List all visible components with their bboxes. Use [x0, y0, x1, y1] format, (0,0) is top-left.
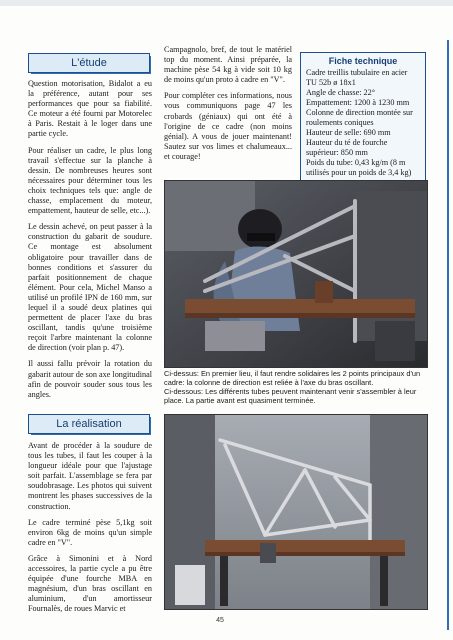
photo-assembled-frame	[164, 414, 428, 610]
fiche-line: Hauteur de selle: 690 mm	[306, 128, 391, 137]
paragraph: Avant de procéder à la soudure de tous les tubes, il faut les couper à la longueur idéale pour que l'ajustage soit parfait. L'assemblage se fera par soudobrasage. Les photos qui suivent montrent les phases successives de la construction.	[28, 441, 152, 511]
paragraph: Question motorisation, Bidalot a eu la préférence, autant pour ses performances que pour sa fiabilité. Ce moteur a été fourni par Motorelec à Paris. Restait à le loger dans une partie cycle.	[28, 79, 152, 139]
paragraph: Le dessin achevé, on peut passer à la construction du gabarit de soudure. Ce montage est absolument obligatoire pour travailler dans de bonnes conditions et s'assurer du parfait positionnement de chaque élément. Pour cela, Michel Manso a utilisé un profilé IPN de 160 mm, sur lequel il a soudé deux platines qui permettent de placer l'axe du bras oscillant, tandis qu'une troisième reçoit l'arbre maintenant la colonne de direction (voir plan p. 47).	[28, 222, 152, 353]
fiche-line: Hauteur du té de fourche supérieur: 850 mm	[306, 138, 388, 157]
fiche-line: Colonne de direction montée sur roulements coniques	[306, 108, 413, 127]
left-column-bottom	[28, 441, 152, 621]
paragraph: Grâce à Simonini et à Nord accessoires, la partie cycle a pu être équipée d'une fourche MBA en magnésium, d'un bras oscillant en aluminium, d'un amortisseur Fournalès, de roues Marvic et	[28, 553, 152, 614]
left-column-top	[28, 79, 152, 406]
fiche-title: Fiche technique	[328, 56, 398, 66]
page-number: 45	[216, 617, 224, 624]
paragraph: Pour réaliser un cadre, le plus long travail s'effectue sur la planche à dessin. De nombreuses heures sont nécessaires pour déterminer tous les choix techniques tels que: angle de chasse, emplacement du moteur, empattement, hauteur de selle, etc...).	[28, 145, 152, 216]
right-blue-rule	[447, 40, 449, 630]
fiche-line: Angle de chasse: 22°	[306, 88, 375, 97]
paragraph: Campagnolo, bref, de tout le matériel top du moment. Ainsi préparée, la machine pèse 54 kg à vide soit 10 kg de moins qu'un proto à cadre en "V".	[164, 45, 292, 85]
caption-above: Ci-dessus: En premier lieu, il faut rendre solidaires les 2 points principaux d'un cadre: la colonne de direction est reliée à l'axe du bras oscillant.	[164, 369, 421, 387]
paragraph: Le cadre terminé pèse 5,1kg soit environ 6kg de moins qu'un simple cadre en "V".	[28, 517, 152, 547]
paragraph: Pour compléter ces informations, nous vous communiquons page 47 les crobards (géniaux) qui ont été à l'origine de ce cadre (non moins génial). A vous de jouer maintenant! Sautez sur vos limes et chalumeaux... et courage!	[164, 91, 292, 161]
paragraph: Il aussi fallu prévoir la rotation du gabarit autour de son axe longitudinal afin de pouvoir souder sous tous les angles.	[28, 359, 152, 399]
photo-captions	[164, 369, 426, 405]
photo-welding-illustration	[165, 181, 427, 367]
caption-below: Ci-dessous: Les différents tubes peuvent maintenant venir s'assembler à leur place. La partie avant est quasiment terminée.	[164, 387, 417, 405]
fiche-line: Cadre treillis tubulaire en acier TU 52b ø 18x1	[306, 68, 408, 87]
top-edge	[0, 0, 453, 6]
fiche-line: Poids du tube: 0,43 kg/m (8 m utilisés pour un poids de 3,4 kg)	[306, 158, 412, 177]
photo-welding-frame	[164, 180, 428, 368]
fiche-line: Empattement: 1200 à 1230 mm	[306, 98, 410, 107]
middle-column	[164, 45, 292, 168]
section-title-realisation: La réalisation	[28, 414, 150, 434]
section-title-etude: L'étude	[28, 53, 150, 73]
photo-frame-illustration	[165, 415, 427, 609]
